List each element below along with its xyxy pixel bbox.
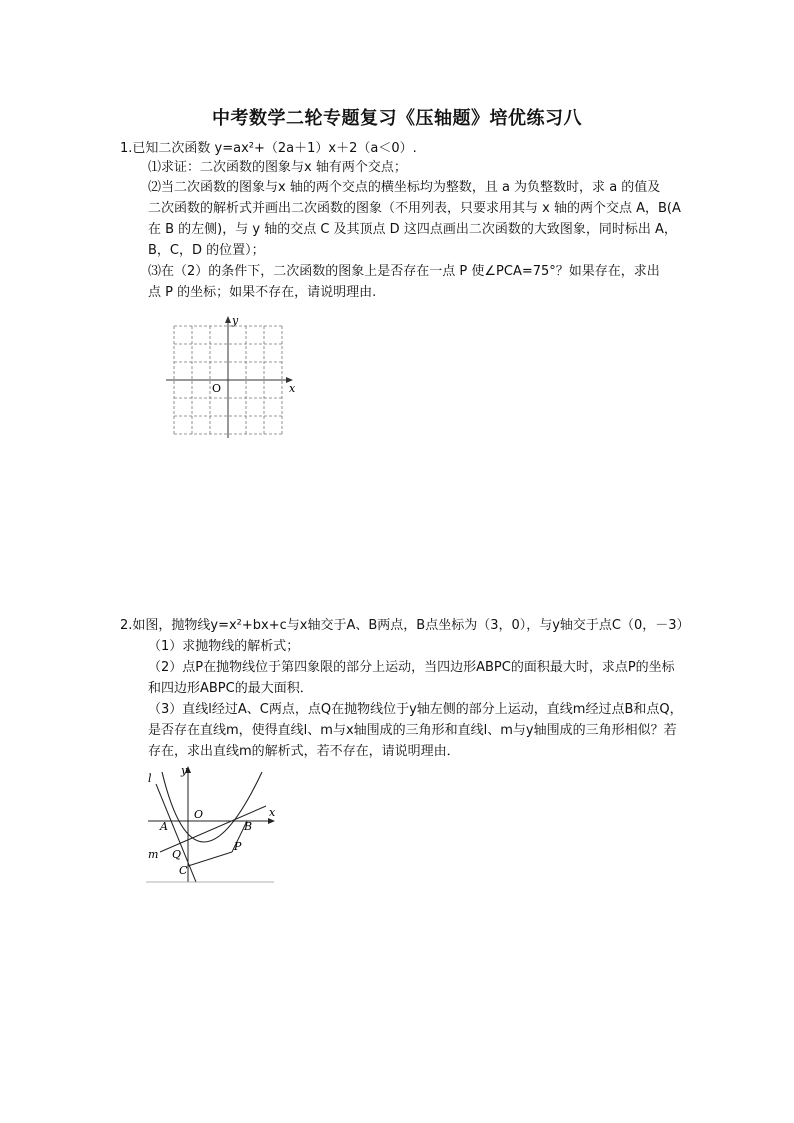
label-x: x xyxy=(269,806,276,819)
q2-parabola-figure xyxy=(144,764,278,884)
page-title: 中考数学二轮专题复习《压轴题》培优练习八 xyxy=(212,108,582,129)
q1-stem: 1.已知二次函数 y=ax²+（2a＋1）x＋2（a＜0）. xyxy=(120,141,417,156)
q2-part2-line2: 和四边形ABPC的最大面积． xyxy=(148,681,313,696)
label-y: y xyxy=(181,764,188,777)
line-l xyxy=(156,784,196,882)
q1-part1: ⑴求证：二次函数的图象与x 轴有两个交点； xyxy=(148,160,407,175)
label-p: P xyxy=(234,840,242,853)
q2-part3-line3: 存在，求出直线m的解析式，若不存在，请说明理由． xyxy=(148,744,460,759)
label-l: l xyxy=(148,772,152,785)
y-axis-label: y xyxy=(232,314,239,327)
q1-part2-line3: 在 B 的左侧)，与 y 轴的交点 C 及其顶点 D 这四点画出二次函数的大致图象，同时标出 A， xyxy=(148,222,677,237)
y-axis-arrow xyxy=(225,316,231,323)
q2-part3-line1: （3）直线l经过A、C两点，点Q在抛物线位于y轴左侧的部分上运动，直线m经过点B和点Q， xyxy=(148,702,683,717)
label-q: Q xyxy=(172,848,182,861)
origin-label: O xyxy=(212,382,222,395)
label-a: A xyxy=(160,820,168,833)
x-axis-label: x xyxy=(289,382,296,395)
q2-stem: 2.如图，抛物线y=x²+bx+c与x轴交于A、B两点，B点坐标为（3，0），与y轴交于点C（0，－3） xyxy=(120,618,690,633)
q1-part3-line2: 点 P 的坐标；如果不存在，请说明理由. xyxy=(148,285,377,300)
q1-part2-line4: B，C，D 的位置）； xyxy=(148,243,265,258)
q2-part3-line2: 是否存在直线m，使得直线l、m与x轴围成的三角形和直线l、m与y轴围成的三角形相似？若 xyxy=(148,723,677,738)
label-m: m xyxy=(148,848,159,861)
segment-pc xyxy=(188,852,232,866)
q1-grid-figure xyxy=(148,312,298,438)
q1-part2-line1: ⑵当二次函数的图象与x 轴的两个交点的横坐标均为整数，且 a 为负整数时，求 a 的值及 xyxy=(148,180,661,195)
q1-part3-line1: ⑶在（2）的条件下，二次函数的图象上是否存在一点 P 使∠PCA=75°？如果存在，求出 xyxy=(148,264,660,279)
q2-part1: （1）求抛物线的解析式； xyxy=(148,639,300,654)
q1-part2-line2: 二次函数的解析式并画出二次函数的图象（不用列表，只要求用其与 x 轴的两个交点 A，B(A xyxy=(148,201,681,216)
label-c: C xyxy=(179,864,188,877)
label-b: B xyxy=(244,820,253,833)
q2-part2-line1: （2）点P在抛物线位于第四象限的部分上运动，当四边形ABPC的面积最大时，求点P的坐标 xyxy=(148,660,675,675)
label-o: O xyxy=(194,808,204,821)
